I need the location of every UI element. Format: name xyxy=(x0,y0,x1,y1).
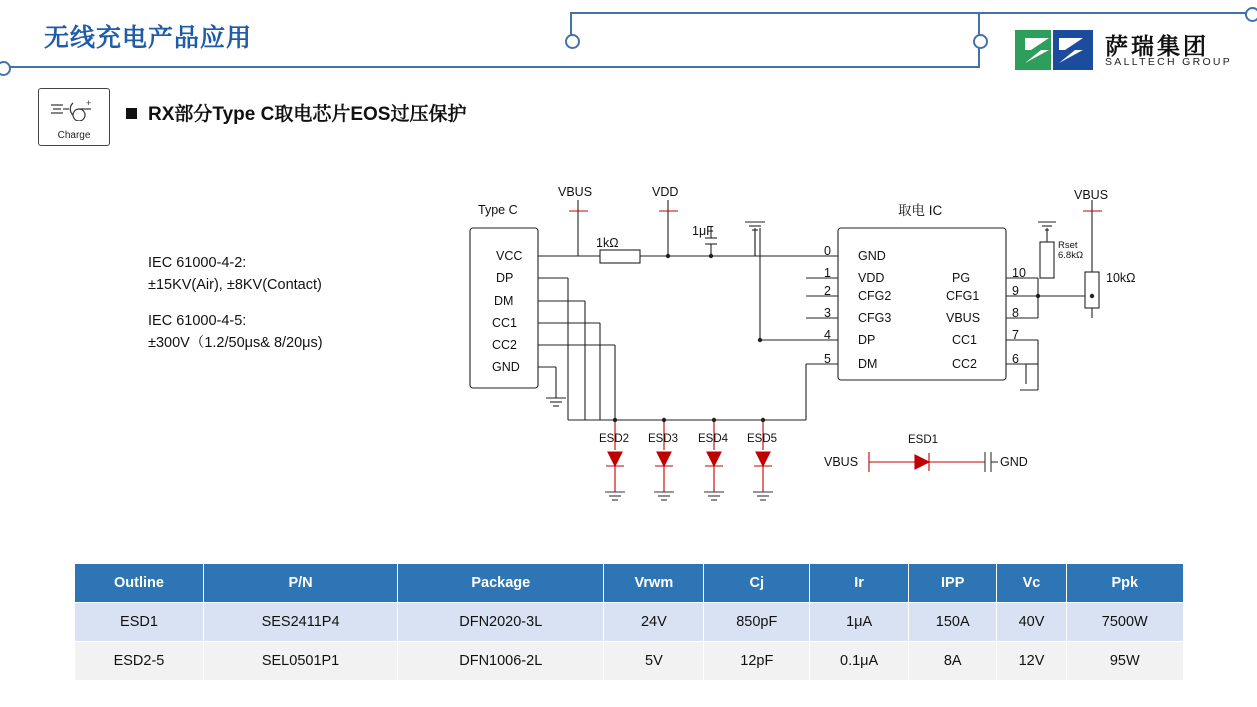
ic-pin-number-4: 4 xyxy=(824,328,831,342)
ic-pin-cc2: CC2 xyxy=(952,357,978,371)
ic-pin-vdd: VDD xyxy=(858,271,885,285)
cell-ipp: 8A xyxy=(909,642,997,681)
th-ipp: IPP xyxy=(909,564,997,603)
spec-block xyxy=(148,252,323,354)
esd3-label: ESD3 xyxy=(648,433,679,445)
square-bullet-icon xyxy=(126,108,137,119)
th-cj: Cj xyxy=(704,564,810,603)
typec-pin-cc2: CC2 xyxy=(492,338,518,352)
cell-outline: ESD2-5 xyxy=(75,642,204,681)
decor-node-icon xyxy=(565,34,580,49)
decor-node-icon xyxy=(0,61,11,76)
table-row xyxy=(75,603,1184,642)
typec-pin-cc1: CC1 xyxy=(492,316,518,330)
th-outline: Outline xyxy=(75,564,204,603)
ic-pin-dp: DP xyxy=(858,333,876,347)
ic-pin-number-8: 8 xyxy=(1012,306,1019,320)
cell-vrwm: 5V xyxy=(604,642,704,681)
esd5-label: ESD5 xyxy=(747,433,778,445)
resistor-10k-label: 10kΩ xyxy=(1106,271,1136,285)
ic-pin-cfg1: CFG1 xyxy=(946,289,980,303)
ic-pin-number-9: 9 xyxy=(1012,284,1019,298)
header-rule-left xyxy=(0,66,980,68)
esd1-net-right: GND xyxy=(1000,455,1028,469)
cell-package: DFN1006-2L xyxy=(398,642,604,681)
typec-label: Type C xyxy=(478,203,518,217)
cell-cj: 850pF xyxy=(704,603,810,642)
esd4-label: ESD4 xyxy=(698,433,729,445)
spec-line-3: IEC 61000-4-5: xyxy=(148,313,247,329)
cell-ppk: 95W xyxy=(1066,642,1183,681)
th-ir: Ir xyxy=(810,564,909,603)
typec-pin-dp: DP xyxy=(496,271,514,285)
decor-node-icon xyxy=(973,34,988,49)
spec-line-1: IEC 61000-4-2: xyxy=(148,255,247,271)
logo-text-en: SALLTECH GROUP xyxy=(1105,56,1233,68)
capacitor-1uf-label: 1μF xyxy=(692,224,714,238)
salltech-logo-icon xyxy=(1015,30,1093,70)
ic-pin-number-10: 10 xyxy=(1012,266,1026,280)
cell-pn: SES2411P4 xyxy=(203,603,397,642)
ic-pin-vbus: VBUS xyxy=(946,311,981,325)
typec-pin-vcc: VCC xyxy=(496,249,523,263)
th-ppk: Ppk xyxy=(1066,564,1183,603)
th-vrwm: Vrwm xyxy=(604,564,704,603)
charge-badge xyxy=(38,88,110,146)
th-package: Package xyxy=(398,564,604,603)
ic-pin-pg: PG xyxy=(952,271,971,285)
ic-pin-number-6: 6 xyxy=(1012,352,1019,366)
cell-ppk: 7500W xyxy=(1066,603,1183,642)
section-title: RX部分Type C取电芯片EOS过压保护 xyxy=(148,104,467,125)
cell-ir: 1μA xyxy=(810,603,909,642)
cell-cj: 12pF xyxy=(704,642,810,681)
ic-pin-cfg3: CFG3 xyxy=(858,311,892,325)
header-rule-top xyxy=(570,12,1257,14)
logo-text-cn: 萨瑞集团 xyxy=(1105,33,1209,59)
spec-line-4: ±300V（1.2/50μs& 8/20μs) xyxy=(148,335,323,351)
ic-pin-cfg2: CFG2 xyxy=(858,289,892,303)
decor-node-icon xyxy=(1245,7,1257,22)
cell-package: DFN2020-3L xyxy=(398,603,604,642)
net-vbus-right: VBUS xyxy=(1074,188,1109,202)
th-pn: P/N xyxy=(203,564,397,603)
cell-vc: 12V xyxy=(997,642,1066,681)
esd1-label: ESD1 xyxy=(908,434,939,446)
ic-label: 取电 IC xyxy=(898,203,943,218)
ic-pin-number-1: 1 xyxy=(824,266,831,280)
cell-ipp: 150A xyxy=(909,603,997,642)
company-logo xyxy=(1015,28,1245,76)
ic-pin-number-0: 0 xyxy=(824,244,831,258)
table-header-row xyxy=(75,564,1184,603)
ic-pin-dm: DM xyxy=(858,357,878,371)
esd2-label: ESD2 xyxy=(599,433,630,445)
typec-pin-gnd: GND xyxy=(492,360,520,374)
rset-value: 6.8kΩ xyxy=(1058,250,1084,261)
svg-text:+: + xyxy=(86,98,92,108)
esd1-net-left: VBUS xyxy=(824,455,859,469)
cell-vrwm: 24V xyxy=(604,603,704,642)
cell-outline: ESD1 xyxy=(75,603,204,642)
resistor-1k-label: 1kΩ xyxy=(596,236,619,250)
cell-pn: SEL0501P1 xyxy=(203,642,397,681)
ic-pin-number-2: 2 xyxy=(824,284,831,298)
ic-pin-number-7: 7 xyxy=(1012,328,1019,342)
ic-pin-number-3: 3 xyxy=(824,306,831,320)
parameters-table xyxy=(74,563,1184,681)
cell-vc: 40V xyxy=(997,603,1066,642)
net-vdd: VDD xyxy=(652,185,679,199)
charge-badge-label: Charge xyxy=(57,130,91,141)
battery-charge-icon xyxy=(39,97,109,121)
ic-pin-gnd: GND xyxy=(858,249,886,263)
cell-ir: 0.1μA xyxy=(810,642,909,681)
th-vc: Vc xyxy=(997,564,1066,603)
ic-pin-cc1: CC1 xyxy=(952,333,978,347)
table-row xyxy=(75,642,1184,681)
ic-pin-number-5: 5 xyxy=(824,352,831,366)
net-vbus-left: VBUS xyxy=(558,185,593,199)
typec-pin-dm: DM xyxy=(494,294,514,308)
page-title: 无线充电产品应用 xyxy=(44,24,253,52)
rset-label: Rset xyxy=(1058,240,1078,251)
spec-line-2: ±15KV(Air), ±8KV(Contact) xyxy=(148,277,322,293)
